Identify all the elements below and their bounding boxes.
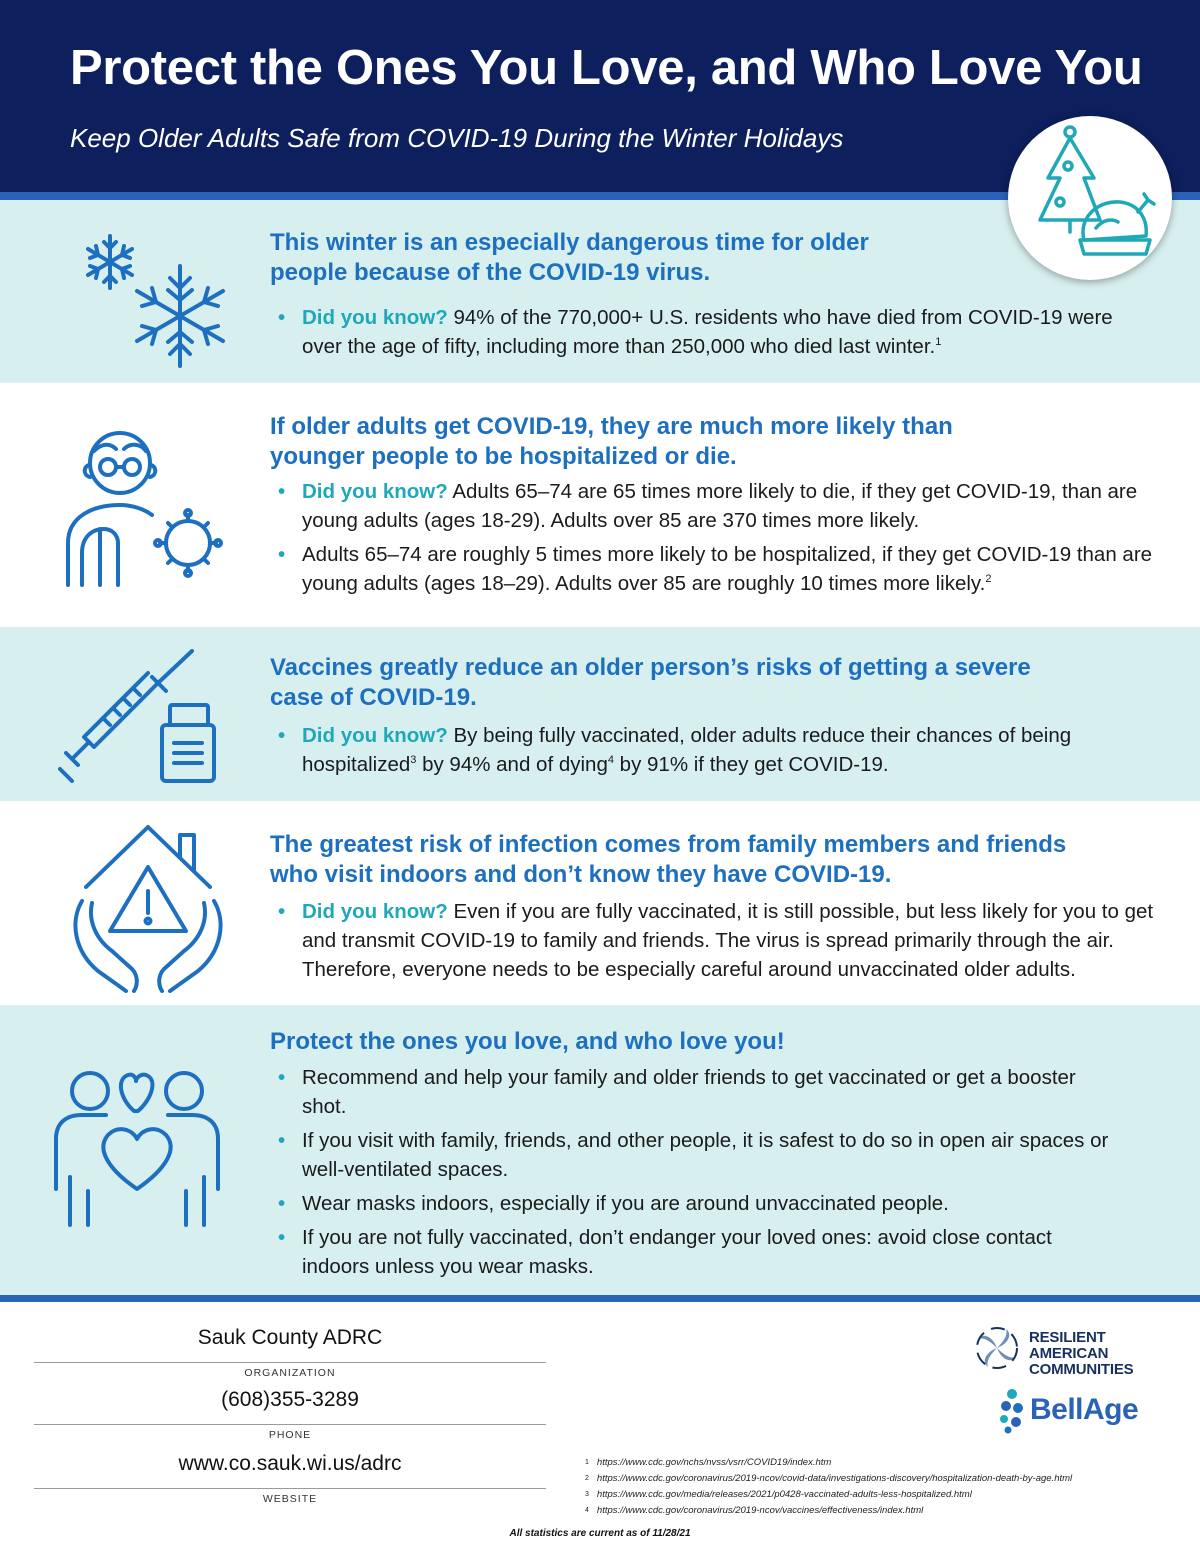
bullet-text: by 94% and of dying [416, 753, 608, 776]
bellage-logo-text: BellAge [1030, 1393, 1139, 1426]
section-title [270, 412, 953, 472]
footnote [585, 1503, 1072, 1519]
did-you-know-label: Did you know? [302, 480, 448, 503]
bullet-text: Recommend and help your family and older friends to get vaccinated or get a booster shot. [302, 1066, 1076, 1118]
bullet-list [276, 303, 1156, 366]
list-item [276, 721, 1156, 779]
list-item [276, 1223, 1116, 1281]
footnote-number: 2 [585, 1475, 589, 1482]
footnote-number: 4 [585, 1507, 589, 1514]
section-title-line: If older adults get COVID-19, they are much more likely than [270, 413, 953, 440]
list-item [276, 1063, 1116, 1121]
footnote-link[interactable]: https://www.cdc.gov/media/releases/2021/p0428-vaccinated-adults-less-hospitalized.html [596, 1489, 972, 1500]
bullet-list [276, 477, 1156, 603]
bullet-text: 94% of the 770,000+ U.S. residents who have died from COVID-19 were over the age of fifty, including more than 250,000 who died last winter. [302, 306, 1113, 358]
snowflake-icon [76, 228, 232, 372]
footnote [585, 1455, 1072, 1471]
phone-field [34, 1388, 546, 1441]
section-title-line: case of COVID-19. [270, 684, 477, 711]
list-item [276, 897, 1176, 984]
bellage-logo [996, 1388, 1156, 1436]
bullet-text: If you are not fully vaccinated, don’t endanger your loved ones: avoid close contact indoors unless you wear masks. [302, 1226, 1052, 1278]
older-person-virus-icon [62, 425, 230, 589]
family-hearts-icon [52, 1069, 222, 1227]
rac-logo-text [1029, 1330, 1174, 1378]
bullet-text: Even if you are fully vaccinated, it is still possible, but less likely for you to get and transmit COVID-19 to family and friends. The virus is spread primarily through the air. Therefore, everyone needs to be especially careful around unvaccinated older adults. [302, 900, 1154, 981]
footnotes [585, 1455, 1072, 1519]
section-title-line: younger people to be hospitalized or die. [270, 443, 737, 470]
list-item [276, 540, 1156, 598]
tree-turkey-icon [1008, 116, 1172, 280]
bullet-text: If you visit with family, friends, and other people, it is safest to do so in open air spaces or well-ventilated spaces. [302, 1129, 1109, 1181]
resilient-american-communities-logo [974, 1325, 1174, 1378]
footnote [585, 1471, 1072, 1487]
page-subtitle: Keep Older Adults Safe from COVID-19 During the Winter Holidays [70, 123, 844, 153]
section-title-line: This winter is an especially dangerous time for older [270, 229, 869, 256]
section-title-line: Vaccines greatly reduce an older person’s risks of getting a severe [270, 654, 1031, 681]
section-title [270, 1027, 785, 1057]
organization-label: ORGANIZATION [244, 1367, 336, 1379]
footnote-link[interactable]: https://www.cdc.gov/coronavirus/2019-ncov/covid-data/investigations-discovery/hospitalization-death-by-age.html [596, 1473, 1073, 1484]
bullet-list [276, 721, 1156, 784]
phone-label: PHONE [268, 1429, 312, 1441]
field-line [34, 1488, 546, 1489]
footnote-number: 3 [585, 1491, 589, 1498]
section-title-line: Protect the ones you love, and who love you! [270, 1028, 785, 1055]
holiday-badge [1008, 116, 1172, 280]
bullet-text: Wear masks indoors, especially if you are around unvaccinated people. [302, 1192, 949, 1215]
section-title [270, 830, 1066, 890]
organization-value: Sauk County ADRC [197, 1326, 383, 1349]
bullet-list [276, 1063, 1116, 1286]
page-title: Protect the Ones You Love, and Who Love You [70, 41, 1143, 95]
did-you-know-label: Did you know? [302, 900, 448, 923]
section-title [270, 653, 1031, 713]
footer-divider [0, 1295, 1200, 1302]
bullet-list [276, 897, 1176, 989]
footnote-ref: 4 [607, 754, 614, 767]
bullet-text: Adults 65–74 are roughly 5 times more likely to be hospitalized, if they get COVID-19 than are young adults (ages 18–29). Adults over 85 are roughly 10 times more likely. [302, 543, 1153, 595]
list-item [276, 477, 1156, 535]
bullet-text: Adults 65–74 are 65 times more likely to die, if they get COVID-19, than are young adults (ages 18-29). Adults over 85 are 370 times more likely. [302, 480, 1138, 532]
bullet-text: By being fully vaccinated, older adults reduce their chances of being hospitalized [302, 724, 1072, 776]
list-item [276, 1189, 1116, 1218]
section-title-line: who visit indoors and don’t know they have COVID-19. [270, 861, 892, 888]
section-older-adults-risk [0, 383, 1200, 627]
bullet-text: by 91% if they get COVID-19. [613, 753, 889, 776]
statistics-date-note: All statistics are current as of 11/28/21 [509, 1528, 691, 1539]
rac-line: RESILIENT AMERICAN [1029, 1329, 1109, 1362]
footnote-ref: 2 [985, 573, 992, 586]
did-you-know-label: Did you know? [302, 724, 448, 747]
list-item [276, 1126, 1116, 1184]
footnote-number: 1 [585, 1459, 589, 1466]
did-you-know-label: Did you know? [302, 306, 448, 329]
footnote-link[interactable]: https://www.cdc.gov/coronavirus/2019-ncov/vaccines/effectiveness/index.html [596, 1505, 924, 1516]
footnote-link[interactable]: https://www.cdc.gov/nchs/nvss/vsrr/COVID19/index.htm [596, 1457, 832, 1468]
section-title [270, 228, 869, 288]
section-title-line: The greatest risk of infection comes from family members and friends [270, 831, 1067, 858]
list-item [276, 303, 1156, 361]
footnote [585, 1487, 1072, 1503]
footnote-ref: 1 [935, 336, 942, 349]
section-greatest-risk [0, 801, 1200, 1005]
section-title-line: people because of the COVID-19 virus. [270, 259, 711, 286]
organization-field [34, 1326, 546, 1379]
phone-value: (608)355-3289 [221, 1388, 359, 1411]
bellage-dots-icon [996, 1388, 1030, 1434]
section-protect-loved-ones [0, 1005, 1200, 1295]
field-line [34, 1362, 546, 1363]
website-field [34, 1452, 546, 1505]
pinwheel-icon [974, 1325, 1020, 1371]
house-warning-hands-icon [68, 821, 228, 993]
field-line [34, 1424, 546, 1425]
footnote-ref: 3 [410, 754, 417, 767]
website-label: WEBSITE [262, 1493, 318, 1505]
rac-line: COMMUNITIES [1029, 1361, 1134, 1378]
syringe-vial-icon [58, 649, 218, 785]
section-vaccines [0, 627, 1200, 801]
website-value[interactable]: www.co.sauk.wi.us/adrc [178, 1452, 402, 1475]
